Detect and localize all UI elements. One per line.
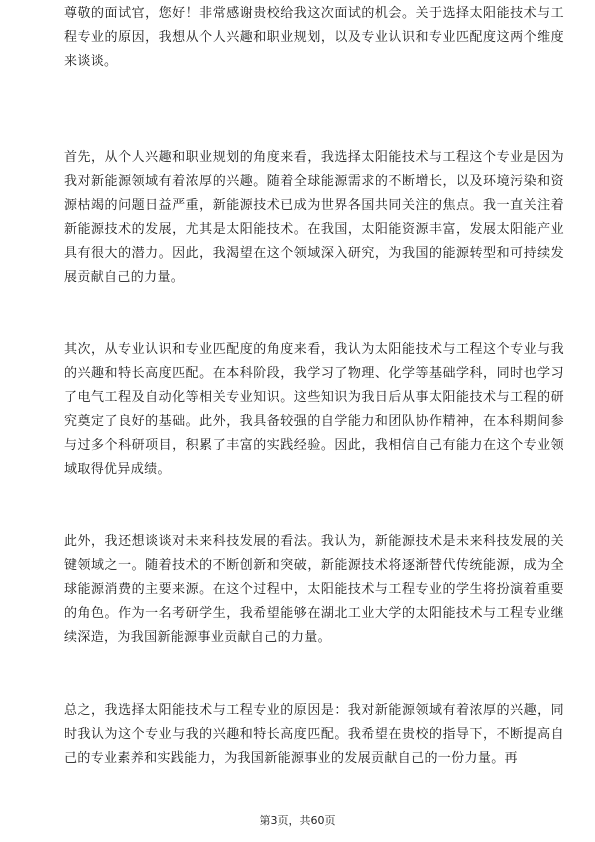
page-number-footer: 第3页，共60页 — [259, 814, 336, 827]
paragraph-conclusion: 总之，我选择太阳能技术与工程专业的原因是：我对新能源领域有着浓厚的兴趣，同时我认为这个专业与我的兴趣和特长高度匹配。我希望在贵校的指导下，不断提高自己的专业素养和实践能力，为我国新能源事业的发展贡献自己的一份力量。再 — [64, 703, 564, 766]
paragraph-major-match: 其次，从专业认识和专业匹配度的角度来看，我认为太阳能技术与工程这个专业与我的兴趣和特长高度匹配。在本科阶段，我学习了物理、化学等基础学科，同时也学习了电气工程及自动化等相关专业知识。这些知识为我日后从事太阳能技术与工程的研究奠定了良好的基础。此外，我具备较强的自学能力和团队协作精神，在本科期间参与过多个科研项目，积累了丰富的实践经验。因此，我相信自己有能力在这个专业领域取得优异成绩。 — [64, 342, 564, 477]
paragraph-future-tech: 此外，我还想谈谈对未来科技发展的看法。我认为，新能源技术是未来科技发展的关键领域之一。随着技术的不断创新和突破，新能源技术将逐渐替代传统能源，成为全球能源消费的主要来源。在这个过程中，太阳能技术与工程专业的学生将扮演着重要的角色。作为一名考研学生，我希望能够在湖北工业大学的太阳能技术与工程专业继续深造，为我国新能源事业贡献自己的力量。 — [64, 534, 564, 645]
paragraph-interest: 首先，从个人兴趣和职业规划的角度来看，我选择太阳能技术与工程这个专业是因为我对新能源领域有着浓厚的兴趣。随着全球能源需求的不断增长，以及环境污染和资源枯竭的问题日益严重，新能源技术已成为世界各国共同关注的焦点。我一直关注着新能源技术的发展，尤其是太阳能技术。在我国，太阳能资源丰富，发展太阳能产业具有很大的潜力。因此，我渴望在这个领域深入研究，为我国的能源转型和可持续发展贡献自己的力量。 — [64, 150, 564, 285]
paragraph-greeting: 尊敬的面试官，您好！非常感谢贵校给我这次面试的机会。关于选择太阳能技术与工程专业的原因，我想从个人兴趣和职业规划，以及专业认识和专业匹配度这两个维度来谈谈。 — [64, 6, 564, 69]
